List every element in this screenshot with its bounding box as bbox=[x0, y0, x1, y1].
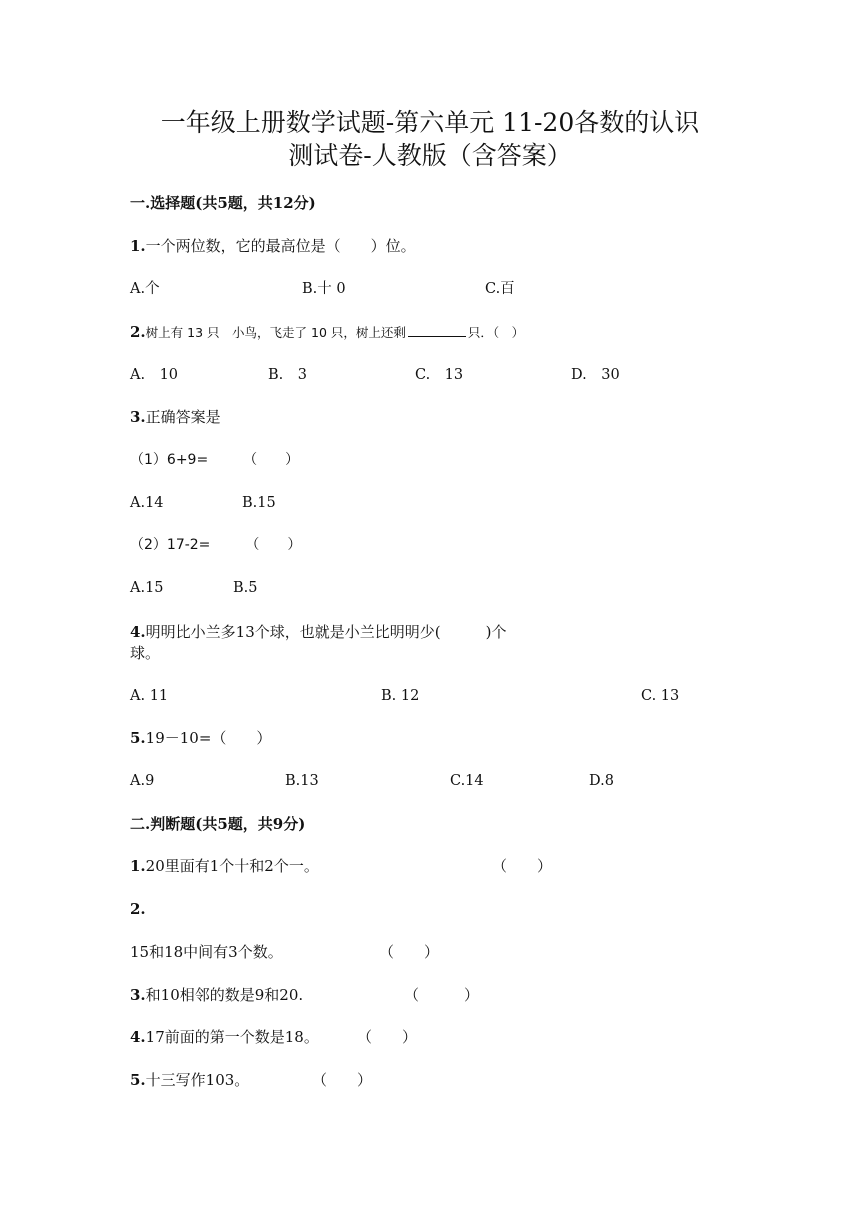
question-1 bbox=[130, 236, 416, 256]
option-b: B. 3 bbox=[268, 367, 307, 383]
option-c: C.14 bbox=[450, 773, 484, 789]
option-d: D. 30 bbox=[571, 367, 620, 383]
question-text: 树上有 13 只 小鸟，飞走了 10 只，树上还剩 bbox=[145, 325, 406, 340]
option-d: D.8 bbox=[589, 773, 614, 789]
option-b: B. 12 bbox=[381, 688, 420, 704]
judgment-3 bbox=[130, 985, 303, 1005]
question-number: 1. bbox=[130, 857, 146, 875]
judgment-2-paren: （ ） bbox=[379, 943, 440, 961]
judgment-1 bbox=[130, 856, 319, 876]
option-b: B.15 bbox=[242, 495, 276, 511]
question-text: 明明比小兰多13个球，也就是小兰比明明少( )个 bbox=[145, 623, 507, 641]
judgment-5-paren: （ ） bbox=[312, 1071, 373, 1089]
question-2 bbox=[130, 322, 524, 343]
option-a: A. 11 bbox=[130, 688, 169, 704]
sub-question-1: （1）6+9= （ ） bbox=[130, 452, 300, 468]
question-4 bbox=[130, 622, 506, 642]
question-number: 3. bbox=[130, 986, 146, 1004]
question-text: 19－10=（ ） bbox=[145, 729, 272, 747]
question-number: 3. bbox=[130, 408, 146, 426]
option-a: A.9 bbox=[130, 773, 155, 789]
section-heading-judgment: 二.判断题(共5题，共9分) bbox=[130, 815, 306, 833]
option-a: A.个 bbox=[130, 281, 160, 297]
judgment-2-text: 15和18中间有3个数。 bbox=[130, 943, 283, 961]
option-b: B.十 0 bbox=[302, 281, 346, 297]
question-5 bbox=[130, 728, 271, 748]
question-text: 十三写作103。 bbox=[145, 1071, 250, 1089]
question-number: 5. bbox=[130, 1071, 146, 1089]
question-text: 17前面的第一个数是18。 bbox=[145, 1028, 319, 1046]
question-text: 和10相邻的数是9和20. bbox=[145, 986, 304, 1004]
option-a: A.14 bbox=[130, 495, 164, 511]
sub-question-2: （2）17-2= （ ） bbox=[130, 537, 302, 553]
question-4-continued: 球。 bbox=[130, 644, 161, 662]
judgment-4-paren: （ ） bbox=[357, 1028, 418, 1046]
judgment-2 bbox=[130, 899, 146, 919]
option-a: A.15 bbox=[130, 580, 164, 596]
question-text: 一个两位数，它的最高位是（ ）位。 bbox=[145, 237, 416, 255]
question-number: 2. bbox=[130, 900, 146, 918]
question-number: 4. bbox=[130, 623, 146, 641]
option-c: C. 13 bbox=[415, 367, 464, 383]
question-text: 20里面有1个十和2个一。 bbox=[145, 857, 319, 875]
option-c: C.百 bbox=[485, 281, 515, 297]
option-c: C. 13 bbox=[641, 688, 680, 704]
question-text-end: 只．（ ） bbox=[467, 325, 525, 340]
question-number: 4. bbox=[130, 1028, 146, 1046]
judgment-1-paren: （ ） bbox=[492, 857, 553, 875]
answer-blank bbox=[408, 322, 466, 337]
option-a: A. 10 bbox=[130, 367, 179, 383]
judgment-3-paren: （ ） bbox=[404, 986, 480, 1004]
judgment-4 bbox=[130, 1027, 319, 1047]
question-number: 5. bbox=[130, 729, 146, 747]
page-title-line1: 一年级上册数学试题-第六单元 11-20各数的认识 bbox=[160, 108, 700, 137]
section-heading-choice: 一.选择题(共5题，共12分) bbox=[130, 194, 316, 212]
question-number: 2. bbox=[130, 323, 146, 341]
judgment-5 bbox=[130, 1070, 249, 1090]
question-3 bbox=[130, 407, 221, 427]
page-title-line2: 测试卷-人教版（含答案） bbox=[288, 141, 572, 170]
question-text: 正确答案是 bbox=[145, 408, 221, 426]
option-b: B.13 bbox=[285, 773, 319, 789]
option-b: B.5 bbox=[233, 580, 258, 596]
question-number: 1. bbox=[130, 237, 146, 255]
